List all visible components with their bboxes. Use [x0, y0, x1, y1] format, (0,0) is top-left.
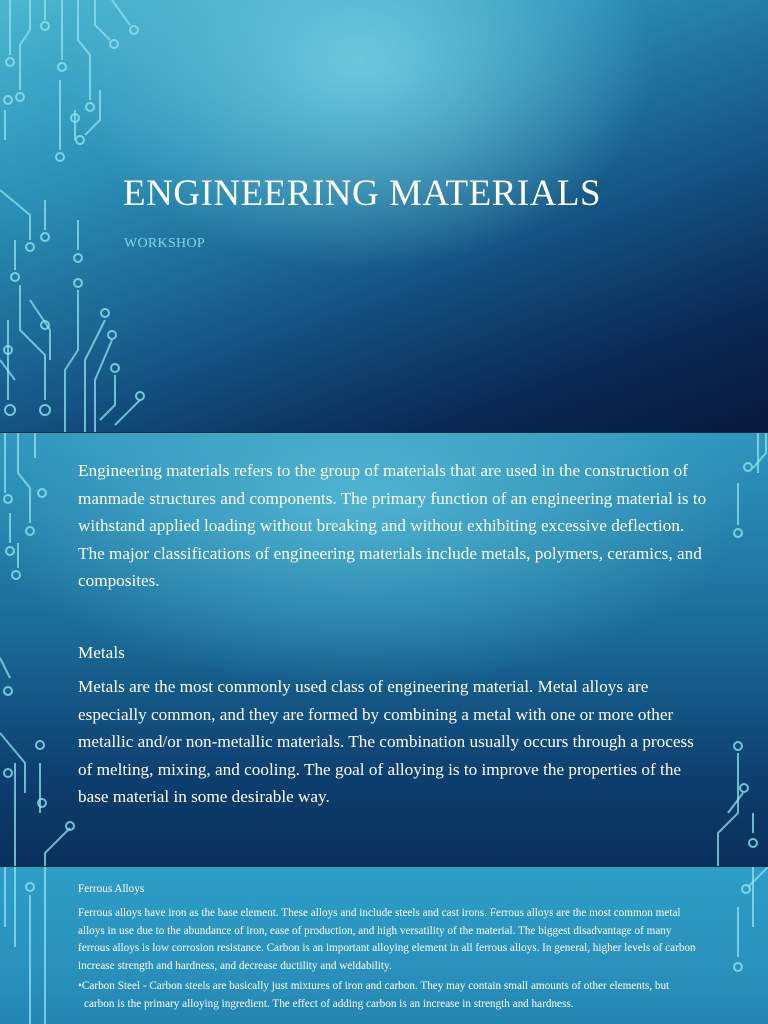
circuit-decoration-left — [0, 867, 60, 1024]
circuit-decoration-right — [698, 433, 768, 866]
slide-title — [0, 0, 768, 432]
carbon-steel-text: Carbon Steel - Carbon steels are basically just mixtures of iron and carbon. They may contain small amounts of other elements, but carbon is the primary alloying ingredient. The effect of adding carbon is an increase in strength and hardness. — [81, 980, 670, 1010]
presentation-title: ENGINEERING MATERIALS — [123, 173, 602, 214]
slide-metals — [0, 433, 768, 866]
presentation-subtitle: WORKSHOP — [124, 236, 205, 251]
circuit-decoration-left — [0, 0, 150, 432]
slide-ferrous-alloys — [0, 867, 768, 1024]
bullet-marker: • — [78, 980, 82, 992]
circuit-decoration-left — [0, 433, 80, 866]
ferrous-alloys-heading: Ferrous Alloys — [78, 883, 145, 895]
metals-heading: Metals — [78, 643, 125, 662]
circuit-decoration-right — [708, 867, 768, 1024]
intro-paragraph: Engineering materials refers to the group of materials that are used in the construction of manmade structures and components. The primary function of an engineering material is to withstand applied loading without breaking and without exhibiting excessive deflection. The major classifications of engineering materials include metals, polymers, ceramics, and composites. — [78, 461, 707, 591]
metals-paragraph: Metals are the most commonly used class of engineering material. Metal alloys are especially common, and they are formed by combining a metal with one or more other metallic and/or non-metallic materials. The combination usually occurs through a process of melting, mixing, and cooling. The goal of alloying is to improve the properties of the base material in some desirable way. — [78, 677, 694, 807]
carbon-steel-bullet — [78, 978, 698, 1013]
ferrous-alloys-paragraph: Ferrous alloys have iron as the base element. These alloys and include steels and cast irons. Ferrous alloys are the most common metal alloys in use due to the abundance of iron, ease of production, and high versatility of the material. The biggest disadvantage of many ferrous alloys is low corrosion resistance. Carbon is an important alloying element in all ferrous alloys. In general, higher levels of carbon increase strength and hardness, and decrease ductility and weldability. — [78, 907, 696, 972]
